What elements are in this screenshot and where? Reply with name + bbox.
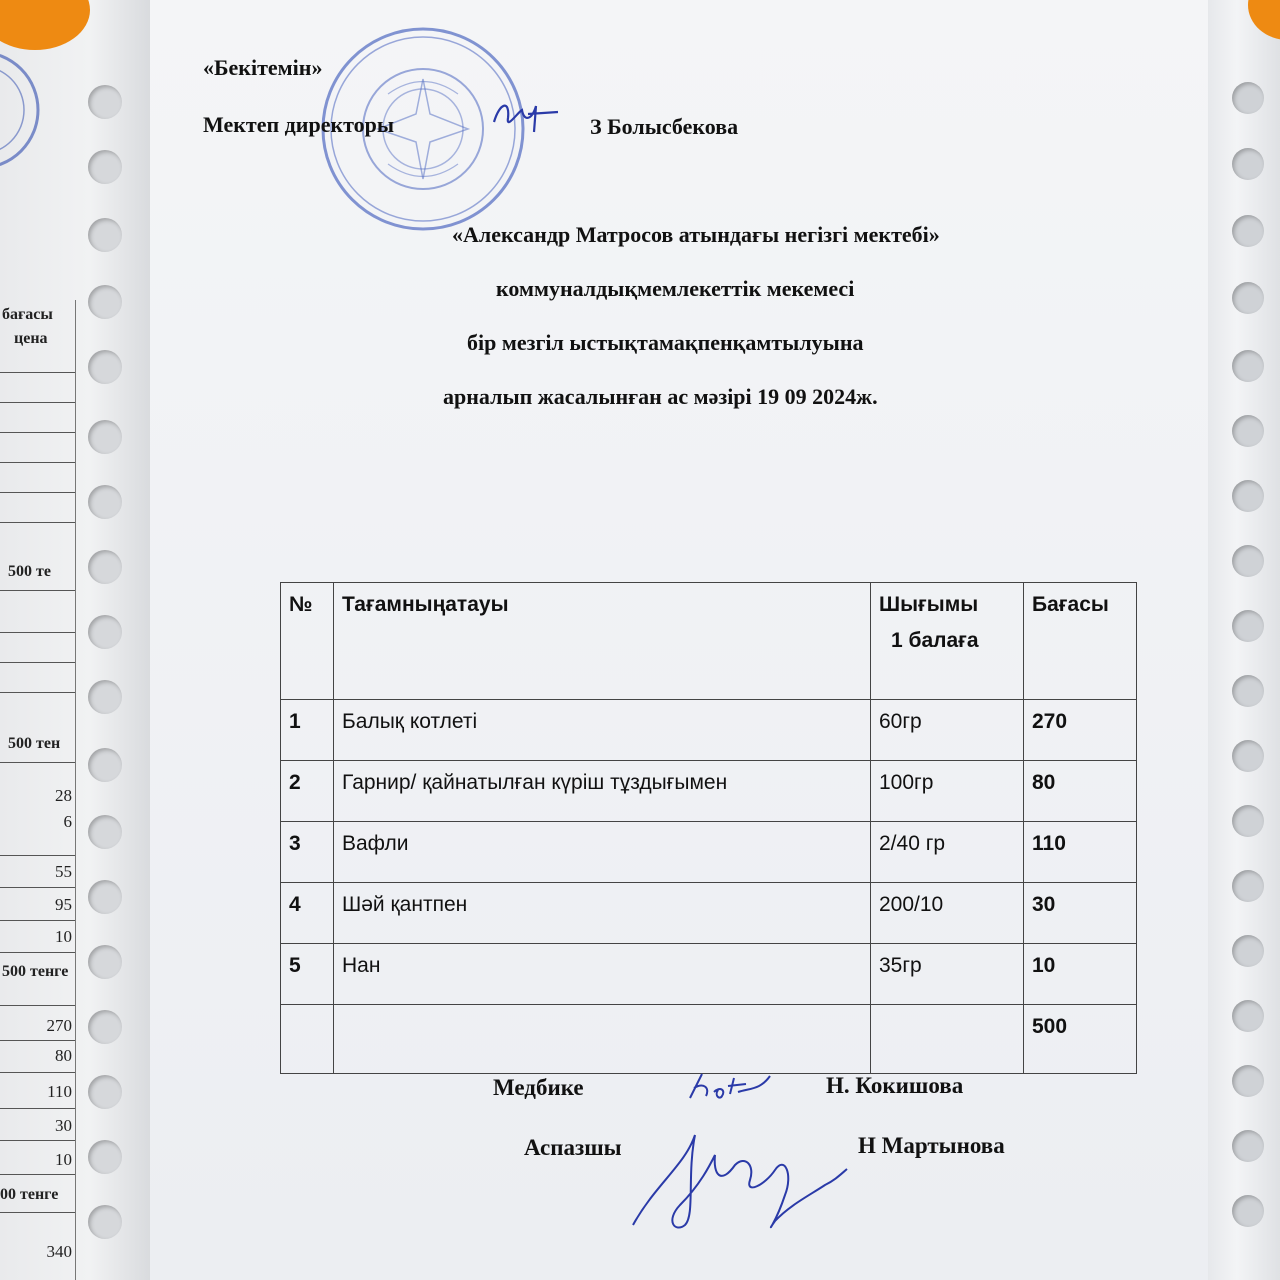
table-row — [281, 944, 1137, 1005]
left-row-line — [0, 855, 75, 856]
left-row-line — [0, 432, 75, 433]
punch-hole — [1232, 805, 1264, 837]
left-val-a3: 55 — [55, 862, 72, 881]
punch-hole — [1232, 480, 1264, 512]
row-name: Вафли — [334, 822, 871, 883]
menu-table — [280, 582, 1137, 1074]
left-val-a5: 10 — [55, 927, 72, 946]
left-val-b3: 110 — [47, 1082, 72, 1101]
punch-hole — [88, 1140, 122, 1174]
left-row-line — [0, 1040, 75, 1041]
row-name: Балық котлеті — [334, 700, 871, 761]
yield-header-sub: 1 балаға — [891, 629, 979, 652]
punch-hole — [88, 485, 122, 519]
punch-hole — [88, 1205, 122, 1239]
left-label-1: 500 те — [8, 563, 51, 580]
punch-hole — [1232, 1065, 1264, 1097]
row-num: 3 — [281, 822, 334, 883]
nurse-name: Н. Кокишова — [826, 1073, 964, 1098]
punch-hole — [88, 748, 122, 782]
punch-hole — [1232, 415, 1264, 447]
punch-hole — [88, 1075, 122, 1109]
row-num: 2 — [281, 761, 334, 822]
punch-hole — [1232, 740, 1264, 772]
punch-hole — [88, 218, 122, 252]
table-row — [281, 883, 1137, 944]
row-num: 5 — [281, 944, 334, 1005]
punch-hole — [1232, 215, 1264, 247]
left-neighbor-sheet — [0, 0, 150, 1280]
row-price: 80 — [1024, 761, 1137, 822]
row-price: 30 — [1024, 883, 1137, 944]
row-yield: 2/40 гр — [871, 822, 1024, 883]
left-val-b1: 270 — [46, 1016, 72, 1035]
punch-hole — [1232, 1195, 1264, 1227]
punch-hole — [88, 945, 122, 979]
left-row-line — [0, 662, 75, 663]
left-stamp-fragment — [0, 40, 50, 180]
left-val-c: 340 — [46, 1242, 72, 1261]
row-num: 1 — [281, 700, 334, 761]
row-yield: 60гр — [871, 700, 1024, 761]
cook-label: Аспазшы — [524, 1135, 622, 1160]
title-line-3: бір мезгіл ыстықтамақпенқамтылуына — [467, 330, 864, 355]
orange-pin-right — [1248, 0, 1280, 40]
total-empty — [334, 1005, 871, 1074]
punch-hole — [88, 285, 122, 319]
left-row-line — [0, 590, 75, 591]
left-row-line — [0, 692, 75, 693]
left-val-b5: 10 — [55, 1150, 72, 1169]
left-val-a1: 28 — [55, 786, 72, 805]
col-yield-header — [871, 583, 1024, 700]
cook-name: Н Мартынова — [858, 1133, 1005, 1158]
yield-header-label: Шығымы — [879, 593, 979, 616]
col-name-header: Тағамныңатауы — [334, 583, 871, 700]
punch-hole — [1232, 870, 1264, 902]
title-line-1: «Александр Матросов атындағы негізгі мектебі» — [452, 222, 940, 247]
row-yield: 100гр — [871, 761, 1024, 822]
nurse-signature — [680, 1068, 780, 1108]
row-price: 10 — [1024, 944, 1137, 1005]
table-row — [281, 700, 1137, 761]
punch-hole — [1232, 935, 1264, 967]
row-num: 4 — [281, 883, 334, 944]
punch-hole — [1232, 1000, 1264, 1032]
table-row — [281, 822, 1137, 883]
table-header-row — [281, 583, 1137, 700]
left-row-line — [0, 1140, 75, 1141]
director-label: Мектеп директоры — [203, 112, 395, 137]
left-row-line — [0, 492, 75, 493]
director-signature — [488, 92, 568, 142]
table-row — [281, 761, 1137, 822]
punch-hole — [88, 150, 122, 184]
punch-hole — [1232, 282, 1264, 314]
left-row-line — [0, 462, 75, 463]
left-label-4: 00 тенге — [0, 1186, 59, 1203]
approve-label: «Бекітемін» — [203, 55, 323, 80]
left-row-line — [0, 1005, 75, 1006]
left-row-line — [0, 887, 75, 888]
punch-hole — [1232, 82, 1264, 114]
left-table-vline — [75, 300, 76, 1280]
punch-hole — [88, 85, 122, 119]
left-label-2: 500 тен — [8, 735, 61, 752]
punch-hole — [1232, 1130, 1264, 1162]
left-row-line — [0, 1174, 75, 1175]
left-header-2: цена — [14, 330, 48, 347]
punch-hole — [1232, 610, 1264, 642]
col-num-header: № — [281, 583, 334, 700]
left-val-a4: 95 — [55, 895, 72, 914]
punch-hole — [88, 615, 122, 649]
left-val-b2: 80 — [55, 1046, 72, 1065]
punch-hole — [88, 350, 122, 384]
left-row-line — [0, 1072, 75, 1073]
punch-hole — [88, 815, 122, 849]
left-row-line — [0, 402, 75, 403]
total-empty — [871, 1005, 1024, 1074]
left-row-line — [0, 522, 75, 523]
total-empty — [281, 1005, 334, 1074]
nurse-label: Медбике — [493, 1075, 584, 1100]
punch-hole — [1232, 350, 1264, 382]
punch-hole — [88, 550, 122, 584]
left-label-3: 500 тенге — [2, 963, 69, 980]
row-yield: 200/10 — [871, 883, 1024, 944]
left-row-line — [0, 372, 75, 373]
director-name: З Болысбекова — [590, 114, 739, 139]
left-row-line — [0, 762, 75, 763]
row-name: Шәй қантпен — [334, 883, 871, 944]
row-price: 270 — [1024, 700, 1137, 761]
row-name: Нан — [334, 944, 871, 1005]
left-row-line — [0, 952, 75, 953]
punch-hole — [88, 680, 122, 714]
title-line-2: коммуналдықмемлекеттік мекемесі — [496, 276, 855, 301]
punch-hole — [88, 420, 122, 454]
punch-hole — [88, 1010, 122, 1044]
title-line-4: арналып жасалынған ас мәзірі 19 09 2024ж. — [443, 384, 878, 409]
row-yield: 35гр — [871, 944, 1024, 1005]
total-price: 500 — [1024, 1005, 1137, 1074]
row-price: 110 — [1024, 822, 1137, 883]
left-header-1: бағасы — [2, 306, 53, 323]
left-row-line — [0, 920, 75, 921]
left-val-a2: 6 — [63, 812, 72, 831]
punch-hole — [1232, 675, 1264, 707]
left-val-b4: 30 — [55, 1116, 72, 1135]
row-name: Гарнир/ қайнатылған күріш тұздығымен — [334, 761, 871, 822]
punch-hole — [1232, 545, 1264, 577]
left-row-line — [0, 632, 75, 633]
punch-hole — [88, 880, 122, 914]
col-price-header: Бағасы — [1024, 583, 1137, 700]
cook-signature — [625, 1125, 865, 1240]
punch-hole — [1232, 148, 1264, 180]
left-row-line — [0, 1108, 75, 1109]
table-total-row — [281, 1005, 1137, 1074]
left-row-line — [0, 1212, 75, 1213]
